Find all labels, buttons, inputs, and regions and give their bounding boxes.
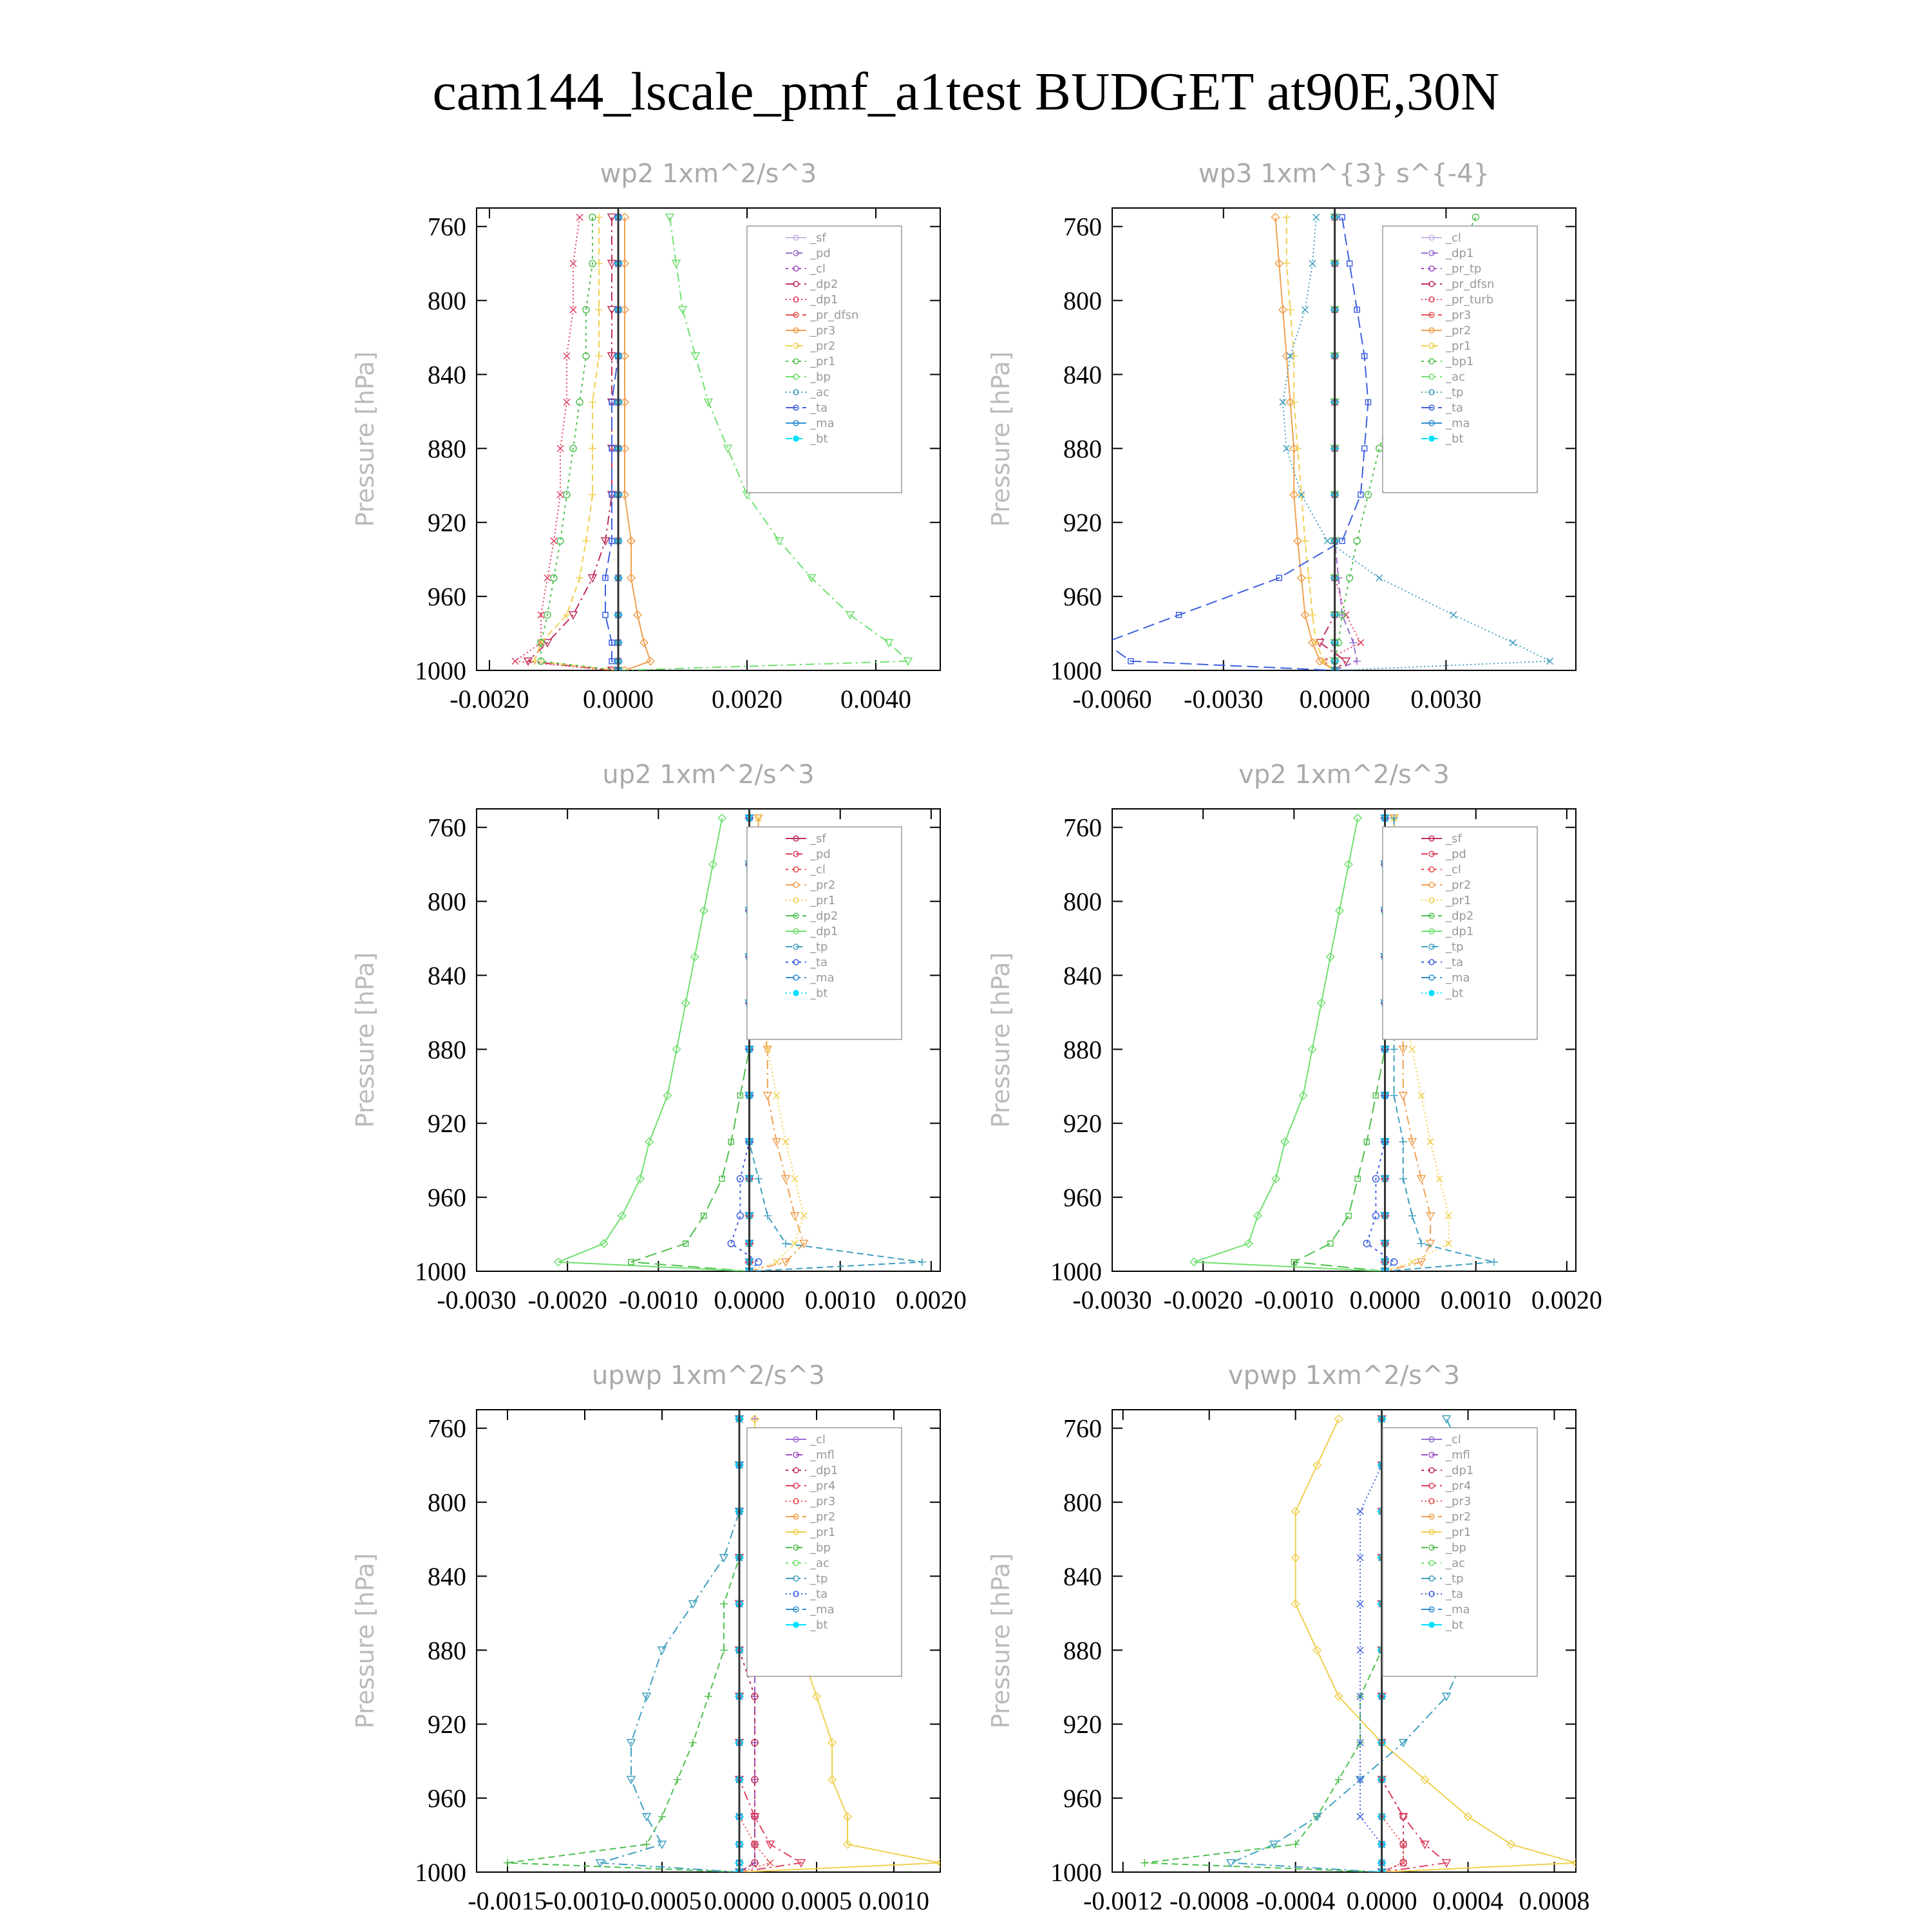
data-point <box>595 213 603 221</box>
y-tick-label: 1000 <box>1050 1858 1102 1887</box>
legend-label: _pr2 <box>1446 1510 1472 1524</box>
legend-label: _ta <box>810 401 828 415</box>
data-point <box>800 1213 807 1219</box>
panel-title: wp2 1xm^2/s^3 <box>600 159 817 189</box>
legend-label: _pr1 <box>1446 894 1472 907</box>
legend-label: _pr4 <box>1446 1479 1472 1493</box>
x-tick-label: 0.0000 <box>714 1285 785 1314</box>
legend-label: _tp <box>1446 386 1464 399</box>
data-point <box>582 537 590 545</box>
legend-label: _pr1 <box>810 1526 836 1539</box>
y-tick-label: 760 <box>428 212 466 242</box>
legend-label: _pr2 <box>810 339 836 353</box>
legend-label: _dp1 <box>1446 925 1474 938</box>
legend-label: _pd <box>810 848 831 861</box>
y-tick-label: 800 <box>1063 887 1102 916</box>
y-tick-label: 840 <box>1063 961 1102 990</box>
figure-title: cam144_lscale_pmf_a1test BUDGET at90E,30N <box>432 62 1500 122</box>
legend-label: _dp1 <box>810 293 838 307</box>
x-tick-label: 0.0010 <box>804 1285 876 1314</box>
data-point <box>1472 214 1479 220</box>
legend-label: _pr_tp <box>1446 262 1482 276</box>
series-line-dp2 <box>631 818 750 1271</box>
legend-label: _cl <box>810 262 826 276</box>
x-tick-label: -0.0010 <box>545 1886 625 1915</box>
y-tick-label: 1000 <box>415 656 466 685</box>
data-point <box>1313 214 1320 220</box>
legend-label: _pr1 <box>810 355 836 368</box>
data-point <box>1363 1240 1370 1247</box>
legend <box>1383 827 1537 1039</box>
x-tick-label: -0.0010 <box>618 1285 699 1314</box>
data-point <box>1490 1258 1498 1266</box>
legend <box>747 827 902 1039</box>
y-tick-label: 880 <box>428 1035 466 1065</box>
y-tick-label: 880 <box>1063 434 1102 464</box>
series-line-pr_dfsn <box>1320 217 1346 670</box>
data-point <box>557 445 564 451</box>
legend-marker <box>793 990 799 996</box>
series-line-tp <box>600 1419 739 1872</box>
x-tick-label: -0.0060 <box>1072 685 1152 714</box>
data-point <box>1391 1259 1397 1265</box>
legend-label: _bp1 <box>1446 355 1474 368</box>
panel-title: up2 1xm^2/s^3 <box>602 760 815 790</box>
data-point <box>643 1814 650 1821</box>
data-point <box>658 1813 666 1821</box>
y-tick-label: 880 <box>1063 1035 1102 1065</box>
data-point <box>705 1692 712 1700</box>
y-tick-label: 800 <box>428 1488 466 1517</box>
x-tick-label: -0.0015 <box>468 1886 547 1915</box>
data-point <box>720 1600 728 1608</box>
y-tick-label: 960 <box>428 1784 466 1814</box>
x-tick-label: -0.0020 <box>1163 1285 1243 1314</box>
y-tick-label: 840 <box>1063 1562 1102 1591</box>
data-point <box>1390 1092 1398 1099</box>
y-tick-label: 840 <box>428 961 466 990</box>
y-tick-label: 960 <box>428 582 466 612</box>
y-tick-label: 840 <box>428 360 466 390</box>
y-tick-label: 800 <box>1063 286 1102 316</box>
y-tick-label: 760 <box>1063 813 1102 842</box>
series-line-pr1 <box>541 217 618 670</box>
legend-label: _dp1 <box>810 925 838 938</box>
legend-marker <box>1429 1622 1434 1627</box>
y-tick-label: 760 <box>1063 212 1102 242</box>
data-point <box>764 1212 772 1220</box>
x-tick-label: 0.0030 <box>1410 685 1482 714</box>
legend-label: _cl <box>810 1433 826 1446</box>
data-point <box>1358 639 1364 646</box>
panel-6 <box>987 1361 1590 1915</box>
data-point <box>720 1555 728 1562</box>
data-point <box>1357 1814 1363 1820</box>
x-tick-label: 0.0000 <box>704 1886 775 1915</box>
data-point <box>643 1841 650 1848</box>
series-line-ta <box>605 217 618 670</box>
data-point <box>1417 1240 1425 1247</box>
series-line-pr_turb <box>1323 217 1361 670</box>
data-point <box>755 1175 762 1182</box>
legend-label: _dp2 <box>810 278 838 291</box>
legend-label: _dp2 <box>810 909 838 923</box>
series-line-bp <box>1144 1419 1381 1872</box>
data-point <box>755 1259 762 1265</box>
data-point <box>773 1259 780 1265</box>
data-point <box>1283 260 1291 267</box>
data-point <box>551 538 557 544</box>
data-point <box>689 1739 697 1747</box>
y-tick-label: 920 <box>428 1109 466 1139</box>
x-tick-label: 0.0005 <box>781 1886 852 1915</box>
data-point <box>504 1859 511 1867</box>
legend-label: _pd <box>1446 848 1466 861</box>
x-tick-label: 0.0000 <box>1346 1886 1417 1915</box>
legend-label: _cl <box>1446 231 1461 245</box>
x-tick-label: 0.0000 <box>583 685 654 714</box>
y-tick-label: 760 <box>1063 1414 1102 1443</box>
legend <box>747 226 902 493</box>
y-tick-label: 760 <box>428 813 466 842</box>
legend <box>1383 1428 1537 1676</box>
legend-label: _dp1 <box>810 1464 838 1477</box>
data-point <box>737 1213 743 1219</box>
series-line-dp1 <box>515 217 612 670</box>
legend-label: _tp <box>1446 940 1464 954</box>
legend-label: _pr2 <box>810 878 836 892</box>
data-point <box>782 1240 790 1247</box>
legend-label: _ma <box>1446 1603 1470 1616</box>
legend-label: _pr_turb <box>1446 293 1494 307</box>
legend-label: _ma <box>810 417 835 430</box>
legend-label: _pr1 <box>1446 339 1472 353</box>
data-point <box>1286 306 1294 314</box>
panel-3 <box>351 760 967 1314</box>
panel-1 <box>351 159 940 714</box>
data-point <box>1399 1175 1407 1182</box>
x-tick-label: -0.0020 <box>450 685 529 714</box>
x-tick-label: -0.0010 <box>1254 1285 1334 1314</box>
x-tick-label: 0.0020 <box>1531 1285 1602 1314</box>
data-point <box>751 1692 759 1700</box>
legend-label: _pr2 <box>810 1510 836 1524</box>
legend-label: _pr_dfsn <box>810 308 859 322</box>
legend-marker <box>793 1622 799 1627</box>
legend-label: _mfl <box>1446 1448 1470 1462</box>
series-line-dp1 <box>558 818 749 1271</box>
data-point <box>1335 1776 1343 1783</box>
data-point <box>791 1175 798 1182</box>
x-tick-label: -0.0004 <box>1255 1886 1336 1915</box>
data-point <box>1409 1046 1416 1052</box>
data-point <box>773 1092 780 1099</box>
legend-label: _pr1 <box>810 894 836 907</box>
data-point <box>1309 260 1316 267</box>
data-point <box>1510 639 1516 646</box>
y-tick-label: 920 <box>1063 1710 1102 1739</box>
legend-label: _ac <box>1446 370 1465 384</box>
x-tick-label: 0.0020 <box>895 1285 967 1314</box>
legend-label: _bp <box>810 370 831 384</box>
data-point <box>918 1258 926 1266</box>
x-tick-label: 0.0010 <box>1440 1285 1511 1314</box>
y-tick-label: 960 <box>428 1183 466 1213</box>
legend-label: _ma <box>810 1603 835 1616</box>
x-tick-label: 0.0004 <box>1432 1886 1504 1915</box>
data-point <box>1450 612 1457 618</box>
legend-label: _sf <box>810 832 826 846</box>
data-point <box>589 444 596 452</box>
legend <box>747 1428 902 1676</box>
data-point <box>1283 213 1291 221</box>
data-point <box>1102 640 1107 645</box>
data-point <box>728 1240 734 1247</box>
data-point <box>658 1647 666 1654</box>
legend-marker <box>1429 990 1434 996</box>
y-axis-label: Pressure [hPa] <box>351 952 379 1128</box>
x-tick-label: 0.0010 <box>858 1886 929 1915</box>
series-line-bp <box>507 1419 739 1872</box>
legend-label: _ac <box>810 1557 829 1570</box>
data-point <box>570 307 576 313</box>
data-point <box>1328 1241 1333 1246</box>
y-tick-label: 920 <box>428 508 466 538</box>
y-axis-label: Pressure [hPa] <box>987 1553 1015 1729</box>
legend-label: _sf <box>1446 832 1462 846</box>
data-point <box>1399 1138 1407 1146</box>
data-point <box>576 214 583 220</box>
x-tick-label: -0.0030 <box>437 1285 516 1314</box>
panel-4 <box>987 760 1602 1314</box>
data-point <box>767 1860 773 1866</box>
series-line-ta <box>1105 217 1368 670</box>
legend-label: _ta <box>1446 956 1464 969</box>
series-line-pr2 <box>1275 217 1334 670</box>
y-tick-label: 960 <box>1063 1784 1102 1814</box>
y-tick-label: 920 <box>1063 1109 1102 1139</box>
x-tick-label: 0.0040 <box>840 685 911 714</box>
data-point <box>589 491 596 498</box>
data-point <box>720 1646 728 1654</box>
y-tick-label: 920 <box>428 1710 466 1739</box>
legend-label: _pr3 <box>1446 1495 1472 1508</box>
series-line-dp2 <box>1294 818 1385 1271</box>
legend-label: _ta <box>1446 1587 1464 1601</box>
data-point <box>595 306 603 314</box>
data-point <box>1409 1259 1416 1265</box>
legend-label: _dp1 <box>1446 1464 1474 1477</box>
legend <box>1383 226 1537 493</box>
legend-label: _bt <box>810 1618 828 1632</box>
legend-label: _pd <box>810 247 831 260</box>
x-tick-label: -0.0030 <box>1184 685 1264 714</box>
data-point <box>1349 639 1357 647</box>
data-point <box>791 1240 798 1247</box>
data-point <box>1445 1240 1452 1247</box>
legend-label: _pr3 <box>1446 308 1472 322</box>
data-point <box>570 260 576 267</box>
panel-title: wp3 1xm^{3} s^{-4} <box>1198 159 1490 189</box>
data-point <box>544 574 551 581</box>
legend-label: _bt <box>810 432 828 446</box>
data-point <box>1376 574 1383 581</box>
legend-marker <box>1429 436 1434 441</box>
y-axis-label: Pressure [hPa] <box>987 952 1015 1128</box>
y-tick-label: 1000 <box>415 1858 466 1887</box>
legend-label: _cl <box>810 863 826 876</box>
x-tick-label: -0.0005 <box>622 1886 702 1915</box>
legend-label: _cl <box>1446 1433 1461 1446</box>
series-line-dp1 <box>1194 818 1385 1271</box>
y-tick-label: 1000 <box>1050 656 1102 685</box>
panel-5 <box>351 1361 944 1915</box>
legend-label: _mfl <box>810 1448 835 1462</box>
legend-label: _ta <box>1446 401 1464 415</box>
legend-label: _pr2 <box>1446 878 1472 892</box>
data-point <box>576 574 583 582</box>
x-tick-label: 0.0000 <box>1299 685 1370 714</box>
data-point <box>1408 1212 1416 1220</box>
data-point <box>724 445 732 452</box>
data-point <box>595 260 603 267</box>
panel-title: vp2 1xm^2/s^3 <box>1238 760 1450 790</box>
data-point <box>1390 1045 1398 1053</box>
data-point <box>689 1601 697 1608</box>
data-point <box>1290 352 1298 360</box>
legend-label: _bt <box>1446 987 1464 1000</box>
legend-label: _pr4 <box>810 1479 836 1493</box>
legend-label: _ac <box>1446 1557 1465 1570</box>
y-tick-label: 960 <box>1063 1183 1102 1213</box>
legend-label: _pr_dfsn <box>1446 278 1495 291</box>
data-point <box>595 352 603 360</box>
data-point <box>564 353 570 359</box>
y-tick-label: 880 <box>428 1636 466 1665</box>
x-tick-label: 0.0000 <box>1349 1285 1421 1314</box>
legend-label: _bt <box>810 987 828 1000</box>
panel-title: upwp 1xm^2/s^3 <box>592 1361 825 1390</box>
y-tick-label: 840 <box>428 1562 466 1591</box>
x-tick-label: 0.0020 <box>712 685 782 714</box>
legend-label: _bt <box>1446 432 1464 446</box>
data-point <box>1357 1647 1363 1653</box>
x-tick-label: -0.0012 <box>1083 1886 1163 1915</box>
y-tick-label: 920 <box>1063 508 1102 538</box>
y-tick-label: 1000 <box>1050 1257 1102 1286</box>
legend-label: _tp <box>1446 1572 1464 1586</box>
data-point <box>564 399 570 406</box>
legend-label: _ma <box>1446 971 1470 985</box>
y-tick-label: 800 <box>428 286 466 316</box>
legend-label: _dp1 <box>1446 247 1474 260</box>
legend-label: _bt <box>1446 1618 1464 1632</box>
legend-label: _bp <box>810 1541 831 1555</box>
data-point <box>557 491 564 498</box>
series-line-pr3 <box>625 217 650 670</box>
legend-label: _tp <box>810 1572 828 1586</box>
data-point <box>512 658 518 665</box>
data-point <box>603 612 608 618</box>
y-axis-label: Pressure [hPa] <box>351 351 379 527</box>
legend-label: _cl <box>1446 863 1461 876</box>
data-point <box>1324 538 1331 544</box>
y-tick-label: 800 <box>1063 1488 1102 1517</box>
panel-2 <box>987 159 1576 714</box>
legend-label: _dp2 <box>1446 909 1474 923</box>
y-tick-label: 760 <box>428 1414 466 1443</box>
x-tick-label: 0.0008 <box>1519 1886 1590 1915</box>
legend-label: _pr1 <box>1446 1526 1472 1539</box>
data-point <box>1305 574 1312 582</box>
y-tick-label: 800 <box>428 887 466 916</box>
legend-label: _sf <box>810 231 826 245</box>
legend-label: _ma <box>810 971 835 985</box>
data-point <box>1302 537 1309 545</box>
x-tick-label: -0.0030 <box>1072 1285 1152 1314</box>
y-tick-label: 1000 <box>415 1257 466 1286</box>
x-tick-label: -0.0008 <box>1170 1886 1249 1915</box>
legend-label: _tp <box>810 940 828 954</box>
x-tick-label: -0.0020 <box>527 1285 607 1314</box>
legend-label: _ac <box>810 386 829 399</box>
y-tick-label: 880 <box>428 434 466 464</box>
legend-label: _pr3 <box>810 324 836 337</box>
data-point <box>1335 1415 1343 1423</box>
data-point <box>1302 307 1309 313</box>
legend-marker <box>793 436 799 441</box>
y-axis-label: Pressure [hPa] <box>987 351 1015 527</box>
data-point <box>1353 658 1361 665</box>
panel-title: vpwp 1xm^2/s^3 <box>1227 1361 1461 1390</box>
legend-label: _ta <box>810 956 828 969</box>
legend-label: _pr3 <box>810 1495 836 1508</box>
series-line-ta <box>1360 1419 1382 1872</box>
legend-label: _pr2 <box>1446 324 1472 337</box>
data-point <box>674 1776 681 1783</box>
data-point <box>1357 1601 1363 1607</box>
data-point <box>1141 1859 1148 1867</box>
data-point <box>1372 1213 1379 1219</box>
data-point <box>1445 1213 1452 1219</box>
y-tick-label: 960 <box>1063 582 1102 612</box>
legend-label: _ta <box>810 1587 828 1601</box>
data-point <box>589 399 596 406</box>
y-tick-label: 880 <box>1063 1636 1102 1665</box>
legend-label: _ma <box>1446 417 1470 430</box>
data-point <box>1357 1555 1363 1561</box>
y-tick-label: 840 <box>1063 360 1102 390</box>
data-point <box>1309 611 1316 619</box>
y-axis-label: Pressure [hPa] <box>351 1553 379 1729</box>
legend-label: _bp <box>1446 1541 1466 1555</box>
data-point <box>1357 1508 1363 1515</box>
